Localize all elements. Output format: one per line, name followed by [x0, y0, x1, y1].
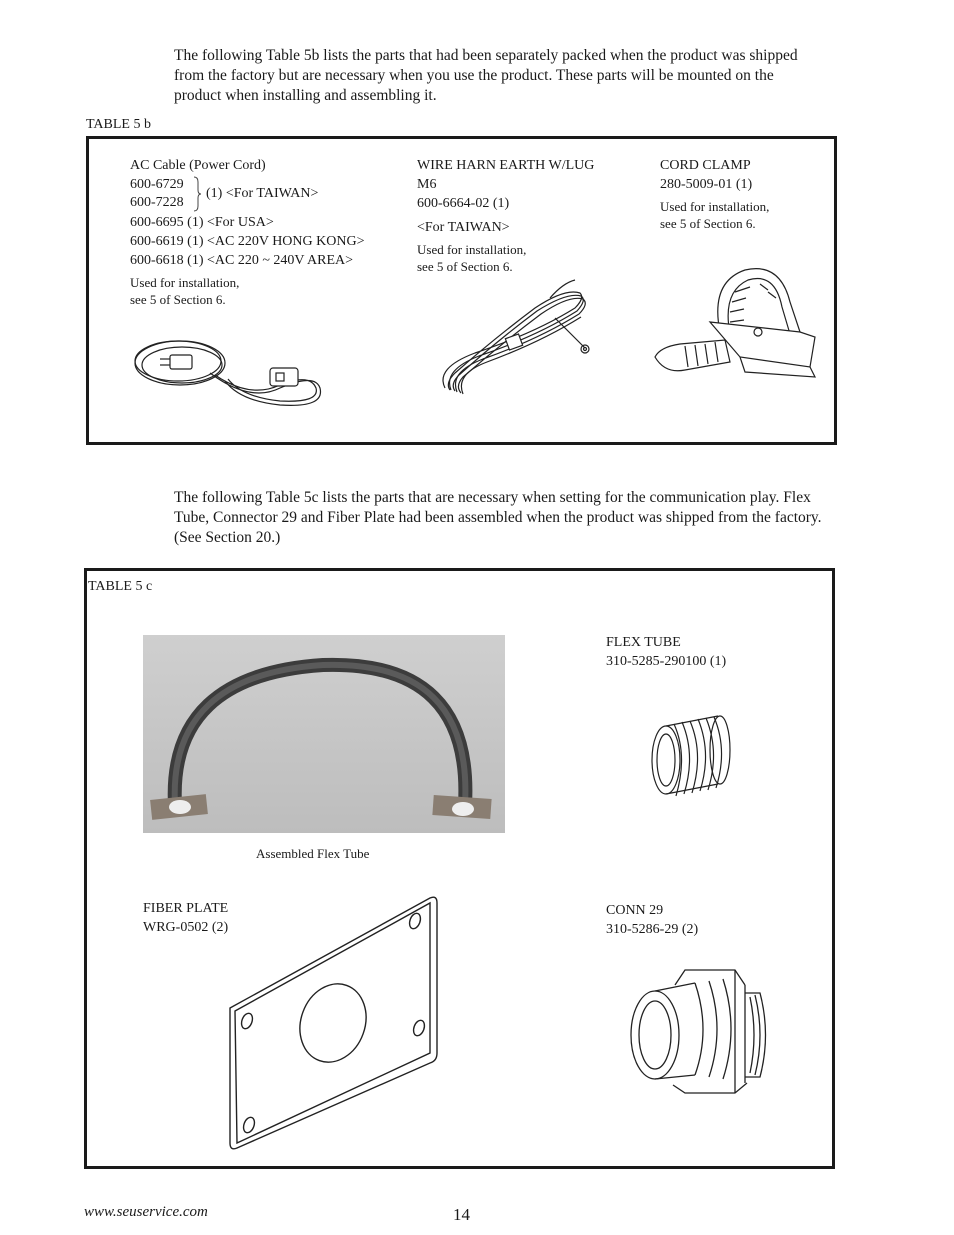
cord-clamp-illustration [650, 262, 820, 382]
ac-cable-block [130, 156, 410, 308]
cord-clamp-block [660, 156, 820, 232]
wire-harn-title-1: WIRE HARN EARTH W/LUG [417, 158, 595, 173]
cord-clamp-title: CORD CLAMP [660, 158, 751, 173]
ac-cable-line-usa: 600-6695 (1) <For USA> [130, 215, 274, 230]
ac-cable-code-b: 600-7228 [130, 195, 184, 210]
fiber-plate-code: WRG-0502 (2) [143, 920, 229, 935]
flex-tube-arc-icon [143, 635, 505, 833]
cord-clamp-usage-1: Used for installation, [660, 199, 770, 214]
wire-harn-region: <For TAIWAN> [417, 220, 510, 235]
conn-code: 310-5286-29 (2) [606, 922, 699, 937]
table-5c-label: TABLE 5 c [88, 579, 153, 594]
wire-harn-usage-2: see 5 of Section 6. [417, 259, 513, 274]
flex-tube-code: 310-5285-290100 (1) [606, 654, 727, 669]
earth-wire-illustration [435, 278, 595, 398]
wire-harn-block [417, 156, 637, 275]
flex-tube-illustration [648, 710, 738, 800]
ac-cable-usage-1: Used for installation, [130, 275, 240, 290]
wire-harn-code: 600-6664-02 (1) [417, 196, 510, 211]
conn-title: CONN 29 [606, 903, 664, 918]
ac-cable-line-area: 600-6618 (1) <AC 220 ~ 240V AREA> [130, 253, 353, 268]
brace-icon [192, 176, 202, 212]
cord-clamp-code: 280-5009-01 (1) [660, 177, 753, 192]
ac-cable-line-hk: 600-6619 (1) <AC 220V HONG KONG> [130, 234, 365, 249]
ac-cable-taiwan-group [130, 175, 410, 213]
intro-paragraph-5c: The following Table 5c lists the parts that are necessary when setting for the communication play. Flex Tube, Connector 29 and Fiber Plate had been assembled when the product was shipped from the factory. (See Section 20.) [174, 489, 822, 546]
conn-block [606, 901, 698, 939]
photo-caption: Assembled Flex Tube [256, 846, 370, 861]
assembled-flex-tube-photo [143, 635, 505, 833]
fiber-plate-block [143, 899, 228, 937]
fiber-plate-title: FIBER PLATE [143, 901, 229, 916]
ac-cable-usage-2: see 5 of Section 6. [130, 292, 226, 307]
ac-cable-title: AC Cable (Power Cord) [130, 158, 266, 173]
power-cord-illustration [130, 333, 330, 413]
page-number: 14 [453, 1205, 470, 1224]
footer-website: www.seuservice.com [84, 1204, 208, 1220]
wire-harn-title-2: M6 [417, 177, 437, 192]
wire-harn-usage-1: Used for installation, [417, 242, 527, 257]
connector-illustration [625, 965, 775, 1095]
table-5b-label: TABLE 5 b [86, 117, 151, 132]
cord-clamp-usage-2: see 5 of Section 6. [660, 216, 756, 231]
ac-cable-code-a: 600-6729 [130, 177, 184, 192]
flex-tube-title: FLEX TUBE [606, 635, 681, 650]
intro-paragraph-5b: The following Table 5b lists the parts that had been separately packed when the product was shipped from the factory but are necessary when you use the product. These parts will be mounted on the product when installing and assembling it. [174, 47, 798, 104]
fiber-plate-illustration [225, 893, 445, 1153]
ac-cable-taiwan-note: (1) <For TAIWAN> [206, 186, 319, 201]
flex-tube-block [606, 633, 726, 671]
